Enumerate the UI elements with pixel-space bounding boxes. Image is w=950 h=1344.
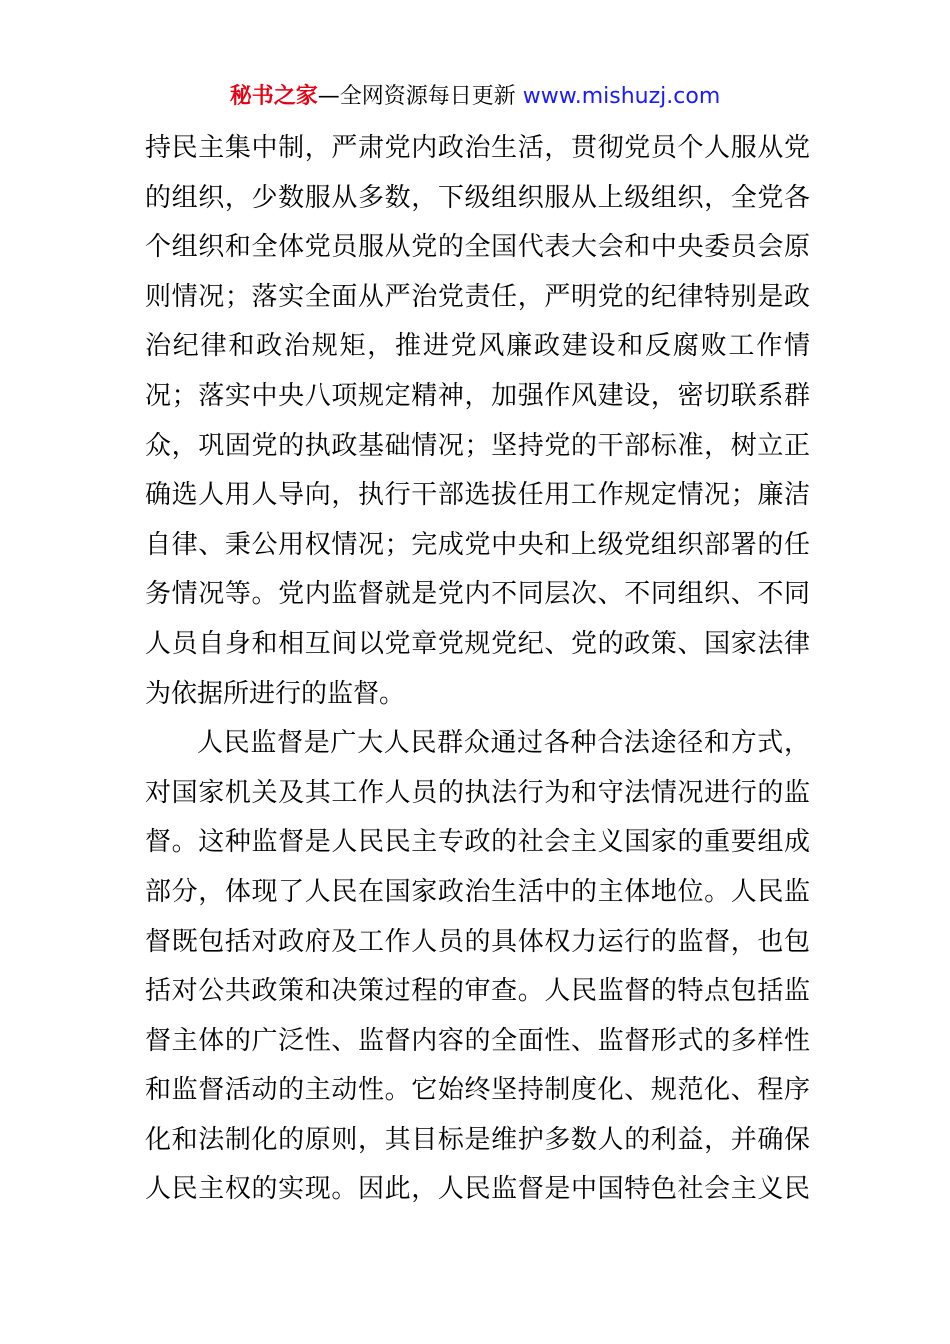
text-line: 和监督活动的主动性。它始终坚持制度化、规范化、程序 [145, 1075, 810, 1106]
document-body [145, 124, 810, 1215]
text-line: 的组织，少数服从多数，下级组织服从上级组织，全党各 [145, 182, 810, 213]
text-line: 持民主集中制，严肃党内政治生活，贯彻党员个人服从党 [145, 133, 810, 163]
paragraph-2 [145, 719, 810, 1215]
text-line: 人员自身和相互间以党章党规党纪、党的政策、国家法律 [145, 628, 810, 659]
text-line: 括对公共政策和决策过程的审查。人民监督的特点包括监 [145, 976, 810, 1007]
text-line: 部分，体现了人民在国家政治生活中的主体地位。人民监 [145, 876, 810, 907]
text-line: 自律、秉公用权情况；完成党中央和上级党组织部署的任 [145, 529, 810, 560]
text-line: 督既包括对政府及工作人员的具体权力运行的监督，也包 [145, 926, 810, 957]
brand-name: 秘书之家 [229, 84, 318, 109]
text-line: 务情况等。党内监督就是党内不同层次、不同组织、不同 [145, 579, 810, 610]
text-line: 众，巩固党的执政基础情况；坚持党的干部标准，树立正 [145, 430, 810, 461]
text-line: 人民监督是广大人民群众通过各种合法途径和方式， [197, 728, 810, 759]
text-line: 为依据所进行的监督。 [145, 678, 406, 709]
site-header [0, 80, 950, 114]
header-slogan: —全网资源每日更新 [317, 84, 516, 109]
paragraph-1 [145, 124, 810, 719]
text-line: 人民主权的实现。因此，人民监督是中国特色社会主义民 [145, 1174, 810, 1205]
text-line: 督主体的广泛性、监督内容的全面性、监督形式的多样性 [145, 1025, 810, 1056]
text-line: 督。这种监督是人民民主专政的社会主义国家的重要组成 [145, 827, 810, 858]
text-line: 化和法制化的原则，其目标是维护多数人的利益，并确保 [145, 1124, 810, 1155]
text-line: 个组织和全体党员服从党的全国代表大会和中央委员会原 [145, 232, 810, 263]
text-line: 况；落实中央八项规定精神，加强作风建设，密切联系群 [145, 380, 810, 411]
text-line: 治纪律和政治规矩，推进党风廉政建设和反腐败工作情 [145, 331, 810, 362]
text-line: 确选人用人导向，执行干部选拔任用工作规定情况；廉洁 [145, 480, 810, 511]
text-line: 则情况；落实全面从严治党责任，严明党的纪律特别是政 [145, 281, 810, 312]
text-line: 对国家机关及其工作人员的执法行为和守法情况进行的监 [145, 777, 810, 808]
site-url-link[interactable]: www.mishuzj.com [522, 84, 721, 109]
